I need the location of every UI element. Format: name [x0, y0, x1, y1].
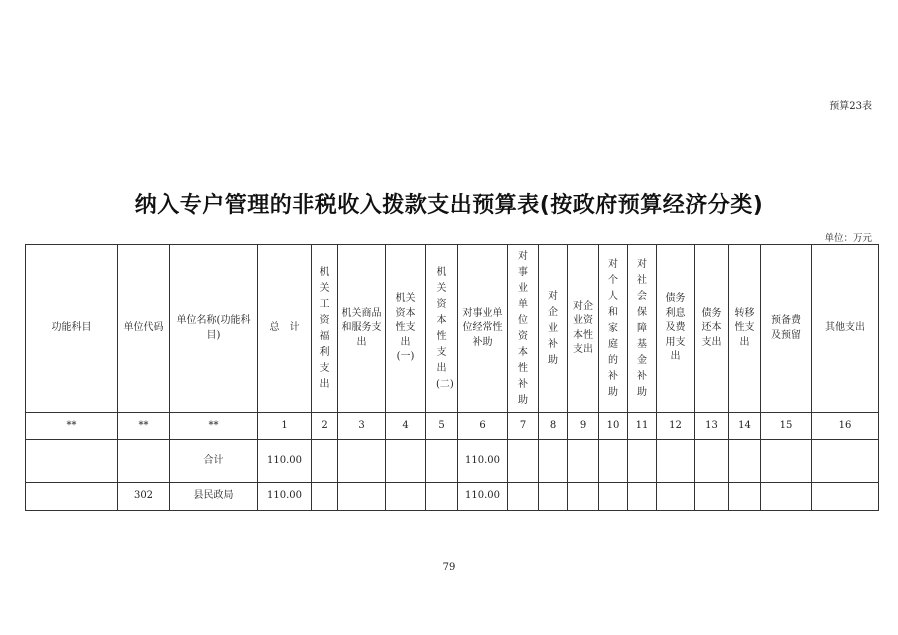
index-cell: 4: [386, 413, 426, 440]
index-cell: 13: [695, 413, 729, 440]
header-cell: 单位名称(功能科目): [170, 245, 258, 413]
empty-cell: [568, 483, 599, 511]
header-cell: 对社会保障基金补助: [628, 245, 657, 413]
empty-cell: [386, 483, 426, 511]
empty-cell: [657, 440, 695, 483]
index-cell: 8: [539, 413, 568, 440]
func-subject-cell: [26, 483, 118, 511]
header-cell: 其他支出: [812, 245, 879, 413]
header-cell: 对个人和家庭的补助: [599, 245, 628, 413]
empty-cell: [599, 440, 628, 483]
index-cell: 9: [568, 413, 599, 440]
value-cell: 110.00: [458, 483, 508, 511]
index-cell: 7: [508, 413, 539, 440]
index-cell: 1: [258, 413, 312, 440]
index-cell: **: [26, 413, 118, 440]
header-row: [26, 245, 879, 413]
unit-name-cell: 县民政局: [170, 483, 258, 511]
page-number: 79: [442, 562, 456, 573]
unit-label: 单位：万元: [824, 233, 872, 244]
empty-cell: [312, 483, 338, 511]
empty-cell: [539, 483, 568, 511]
index-cell: 11: [628, 413, 657, 440]
page-title: 纳入专户管理的非税收入拨款支出预算表(按政府预算经济分类): [134, 193, 764, 218]
budget-table: [25, 244, 879, 511]
empty-cell: [508, 483, 539, 511]
empty-cell: [812, 483, 879, 511]
header-cell: 对企业资本性支出: [568, 245, 599, 413]
empty-cell: [628, 440, 657, 483]
empty-cell: [426, 440, 458, 483]
empty-cell: [312, 440, 338, 483]
table-row-total: [26, 440, 879, 483]
index-cell: 2: [312, 413, 338, 440]
header-cell: 债务利息及费用支出: [657, 245, 695, 413]
index-cell: 3: [338, 413, 386, 440]
header-cell: 机关商品和服务支出: [338, 245, 386, 413]
header-cell: 机关资本性支出(二): [426, 245, 458, 413]
header-cell: 总 计: [258, 245, 312, 413]
empty-cell: [695, 440, 729, 483]
empty-cell: [628, 483, 657, 511]
empty-cell: [695, 483, 729, 511]
unit-code-cell: [118, 440, 170, 483]
empty-cell: [539, 440, 568, 483]
empty-cell: [338, 483, 386, 511]
header-cell: 单位代码: [118, 245, 170, 413]
index-cell: 10: [599, 413, 628, 440]
empty-cell: [729, 440, 761, 483]
header-cell: 对事业单位资本性补助: [508, 245, 539, 413]
func-subject-cell: [26, 440, 118, 483]
header-cell: 对企业补助: [539, 245, 568, 413]
header-cell: 预备费及预留: [761, 245, 812, 413]
header-cell: 债务还本支出: [695, 245, 729, 413]
table-row: [26, 483, 879, 511]
form-number: 预算23表: [829, 101, 872, 112]
empty-cell: [761, 440, 812, 483]
empty-cell: [426, 483, 458, 511]
index-cell: 6: [458, 413, 508, 440]
header-cell: 转移性支出: [729, 245, 761, 413]
unit-code-cell: 302: [118, 483, 170, 511]
empty-cell: [568, 440, 599, 483]
header-cell: 对事业单位经常性补助: [458, 245, 508, 413]
index-cell: **: [170, 413, 258, 440]
empty-cell: [812, 440, 879, 483]
total-cell: 110.00: [258, 440, 312, 483]
empty-cell: [386, 440, 426, 483]
index-cell: **: [118, 413, 170, 440]
header-cell: 功能科目: [26, 245, 118, 413]
total-cell: 110.00: [258, 483, 312, 511]
empty-cell: [761, 483, 812, 511]
index-cell: 12: [657, 413, 695, 440]
header-cell: 机关工资福利支出: [312, 245, 338, 413]
unit-name-cell: 合计: [170, 440, 258, 483]
header-cell: 机关资本性支出(一): [386, 245, 426, 413]
empty-cell: [729, 483, 761, 511]
index-cell: 16: [812, 413, 879, 440]
index-cell: 14: [729, 413, 761, 440]
empty-cell: [599, 483, 628, 511]
empty-cell: [508, 440, 539, 483]
empty-cell: [657, 483, 695, 511]
value-cell: 110.00: [458, 440, 508, 483]
index-row: [26, 413, 879, 440]
empty-cell: [338, 440, 386, 483]
index-cell: 5: [426, 413, 458, 440]
index-cell: 15: [761, 413, 812, 440]
